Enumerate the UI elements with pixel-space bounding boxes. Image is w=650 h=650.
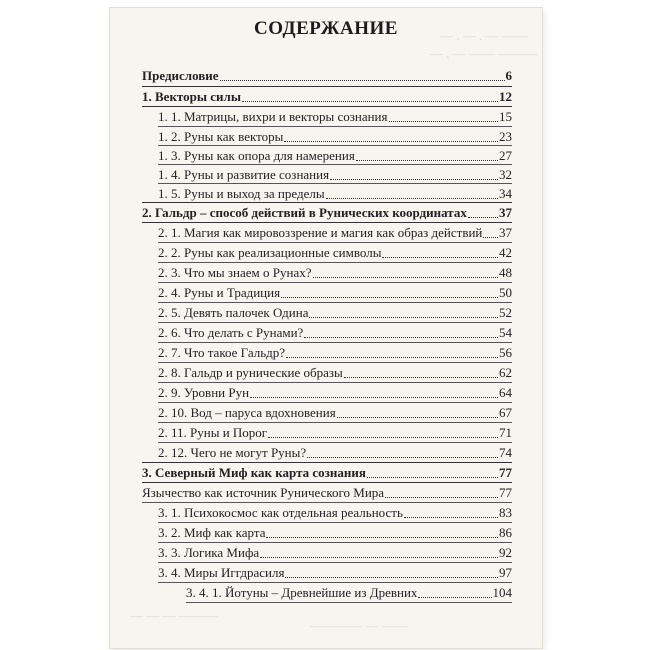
toc-entry: 3. 2. Миф как карта 86 <box>158 525 512 540</box>
toc-entry: 2. 3. Что мы знаем о Рунах? 48 <box>158 265 512 280</box>
toc-entry: 2. 10. Вод – паруса вдохновения 67 <box>158 405 512 420</box>
toc-rule <box>186 602 512 603</box>
toc-entry: 1. 2. Руны как векторы 23 <box>158 129 512 144</box>
toc-entry: 2. 7. Что такое Гальдр? 56 <box>158 345 512 360</box>
toc-entry: 2. 5. Девять палочек Одина 52 <box>158 305 512 320</box>
toc-entry: 2. 6. Что делать с Рунами? 54 <box>158 325 512 340</box>
toc-entry: 3. Северный Миф как карта сознания 77 <box>142 465 512 480</box>
toc-entry: 1. Векторы силы 12 <box>142 89 512 104</box>
toc-entry: 3. 4. Миры Иггдрасиля 97 <box>158 565 512 580</box>
toc-entry: 3. 4. 1. Йотуны – Древнейшие из Древних 104 <box>186 585 512 600</box>
toc-entry: 3. 3. Логика Мифа 92 <box>158 545 512 560</box>
toc-entry: 2. 8. Гальдр и рунические образы 62 <box>158 365 512 380</box>
toc-entry: 2. 9. Уровни Рун 64 <box>158 385 512 400</box>
toc-entry: 2. 4. Руны и Традиция 50 <box>158 285 512 300</box>
bleed-through-text: — . — . — —— — . — —— ——— — — — ——— ———— — —— <box>130 28 538 633</box>
toc-entry: 3. 1. Психокосмос как отдельная реальность 83 <box>158 505 512 520</box>
toc-entry: 2. 12. Чего не могут Руны? 74 <box>158 445 512 460</box>
toc-entry: 2. Гальдр – способ действий в Рунических координатах 37 <box>142 205 512 220</box>
toc-entry: 1. 3. Руны как опора для намерения 27 <box>158 148 512 163</box>
toc-entry: 2. 11. Руны и Порог 71 <box>158 425 512 440</box>
page-title: СОДЕРЖАНИЕ <box>254 18 398 39</box>
toc-entry: 1. 5. Руны и выход за пределы 34 <box>158 186 512 201</box>
toc-entry: 2. 2. Руны как реализационные символы 42 <box>158 245 512 260</box>
toc-entry: 2. 1. Магия как мировоззрение и магия как образ действий 37 <box>158 225 512 240</box>
toc-entry: 1. 4. Руны и развитие сознания 32 <box>158 167 512 182</box>
toc-entry: Язычество как источник Рунического Мира 77 <box>142 485 512 500</box>
toc-entry: Предисловие 6 <box>142 68 512 83</box>
toc-entry: 1. 1. Матрицы, вихри и векторы сознания 15 <box>158 109 512 124</box>
